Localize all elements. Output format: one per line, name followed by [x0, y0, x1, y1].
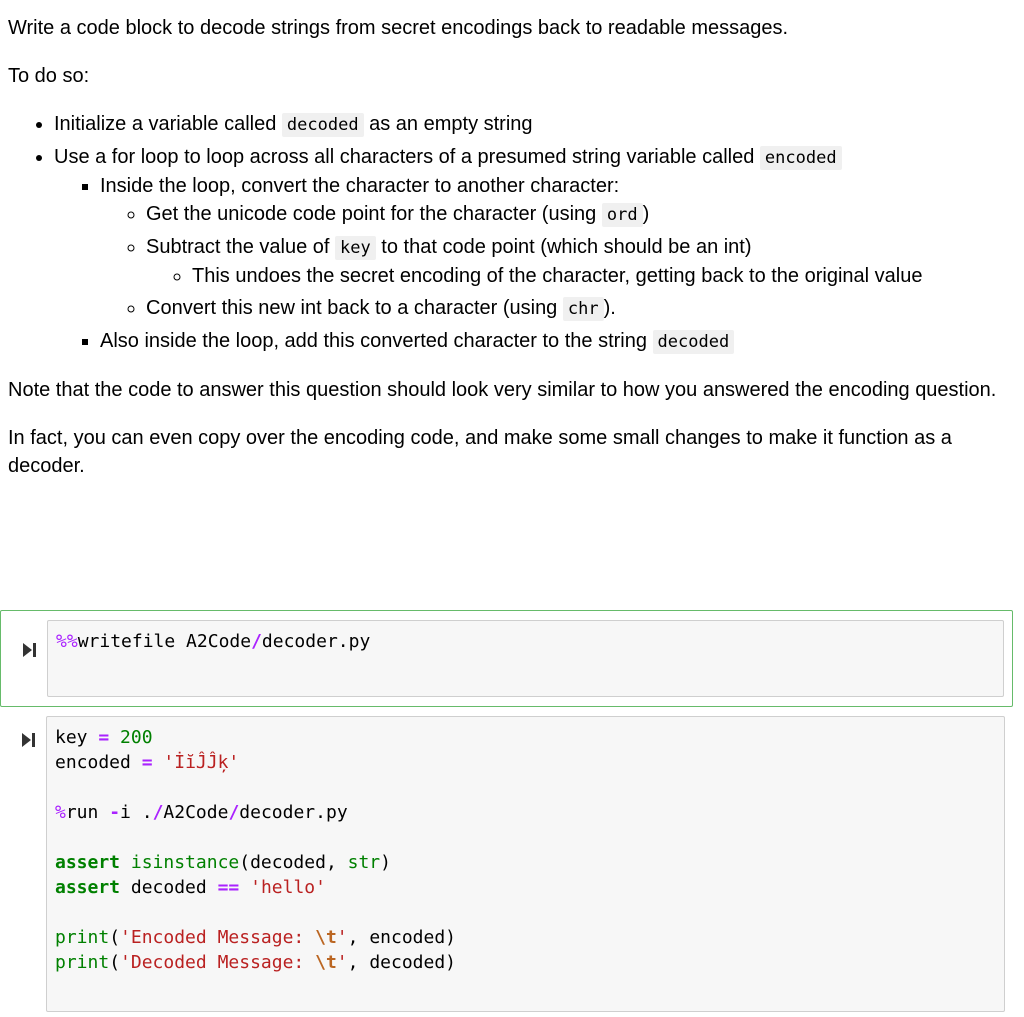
code-token: isinstance	[130, 852, 240, 873]
code-token: \t	[315, 952, 337, 973]
code-line	[55, 875, 996, 900]
code-token: 200	[120, 727, 153, 748]
list-item-text: ).	[603, 297, 616, 319]
code-line	[55, 750, 996, 775]
inline-code: encoded	[760, 146, 842, 170]
code-token: -	[109, 802, 121, 823]
code-token: (	[109, 952, 121, 973]
inline-code: ord	[602, 203, 643, 227]
code-token: 'Decoded Message:	[120, 952, 316, 973]
code-line	[55, 800, 996, 825]
code-token: %%	[56, 631, 78, 652]
code-token: 'hello'	[250, 877, 326, 898]
code-token: (	[109, 927, 121, 948]
code-token: ==	[217, 877, 240, 898]
code-token: decoded	[120, 877, 218, 898]
code-token: )	[380, 852, 391, 873]
code-token: str	[347, 852, 381, 873]
code-token: /	[228, 802, 240, 823]
list-item-text: This undoes the secret encoding of the character, getting back to the original value	[192, 265, 923, 287]
list-item-text: as an empty string	[363, 113, 533, 135]
code-cell-test[interactable]	[0, 715, 1013, 1015]
list-item-text: Convert this new int back to a character (using	[146, 297, 563, 319]
code-token: decoder.py	[239, 802, 348, 823]
code-token: '	[336, 927, 348, 948]
code-cell-writefile[interactable]	[0, 610, 1013, 707]
code-token: =	[98, 727, 110, 748]
code-token: assert	[55, 877, 121, 898]
list-item	[146, 200, 1008, 229]
list-item-text: Use a for loop to loop across all characters of a presumed string variable called	[54, 146, 760, 168]
code-token: (decoded,	[239, 852, 348, 873]
sub-list	[54, 172, 1008, 356]
code-token: writefile A2Code	[77, 631, 252, 652]
inline-code: key	[335, 236, 376, 260]
code-line	[55, 775, 996, 800]
code-token: print	[55, 952, 110, 973]
code-token: '	[336, 952, 348, 973]
list-item	[100, 172, 1008, 323]
code-token: =	[141, 752, 153, 773]
code-token: run	[65, 802, 110, 823]
code-input[interactable]	[46, 716, 1005, 1012]
sub-list	[100, 200, 1008, 323]
list-item-text: to that code point (which should be an int)	[375, 236, 752, 258]
list-item	[146, 294, 1008, 323]
code-line	[55, 900, 996, 925]
run-cell-icon[interactable]	[21, 641, 39, 659]
code-token: A2Code	[163, 802, 229, 823]
code-token: decoder.py	[261, 631, 371, 652]
list-item-text: )	[642, 203, 650, 225]
run-cell-icon[interactable]	[20, 731, 38, 749]
list-item	[192, 262, 1008, 290]
todo-text: To do so:	[8, 65, 90, 87]
list-item	[146, 233, 1008, 290]
code-line	[55, 925, 996, 950]
code-token: assert	[55, 852, 121, 873]
code-line	[55, 825, 996, 850]
inline-code: chr	[563, 297, 604, 321]
code-token: , encoded)	[347, 927, 457, 948]
code-line	[55, 950, 996, 975]
code-token: /	[152, 802, 164, 823]
inline-code: decoded	[653, 330, 735, 354]
sub-list	[146, 262, 1008, 290]
code-token: print	[55, 927, 110, 948]
list-item-text: Inside the loop, convert the character to another character:	[100, 175, 620, 197]
code-token: /	[251, 631, 262, 652]
code-input[interactable]	[47, 620, 1004, 697]
markdown-cell	[8, 14, 1008, 500]
list-item-text: Initialize a variable called	[54, 113, 282, 135]
code-line	[56, 629, 995, 654]
intro-text: Write a code block to decode strings from secret encodings back to readable messages.	[8, 17, 789, 39]
note-text: Note that the code to answer this question should look very similar to how you answered the encoding question.	[8, 379, 997, 401]
fact-text: In fact, you can even copy over the encoding code, and make some small changes to make it function as a decoder.	[8, 427, 952, 477]
code-line	[55, 850, 996, 875]
code-token: 'Encoded Message:	[120, 927, 316, 948]
code-token: 'İĭĴĴķ'	[163, 752, 240, 773]
list-item-text: Get the unicode code point for the character (using	[146, 203, 602, 225]
inline-code: decoded	[282, 113, 364, 137]
code-token: , decoded)	[347, 952, 457, 973]
list-item-text: Subtract the value of	[146, 236, 336, 258]
list-item-text: Also inside the loop, add this converted character to the string	[100, 330, 653, 352]
code-token: i .	[120, 802, 153, 823]
code-token: \t	[315, 927, 337, 948]
code-token: %	[55, 802, 66, 823]
code-token: key	[55, 727, 99, 748]
list-item	[54, 143, 1008, 356]
list-item	[100, 327, 1008, 356]
code-token: encoded	[55, 752, 142, 773]
instruction-list	[8, 110, 1008, 356]
code-line	[55, 725, 996, 750]
list-item	[54, 110, 1008, 139]
